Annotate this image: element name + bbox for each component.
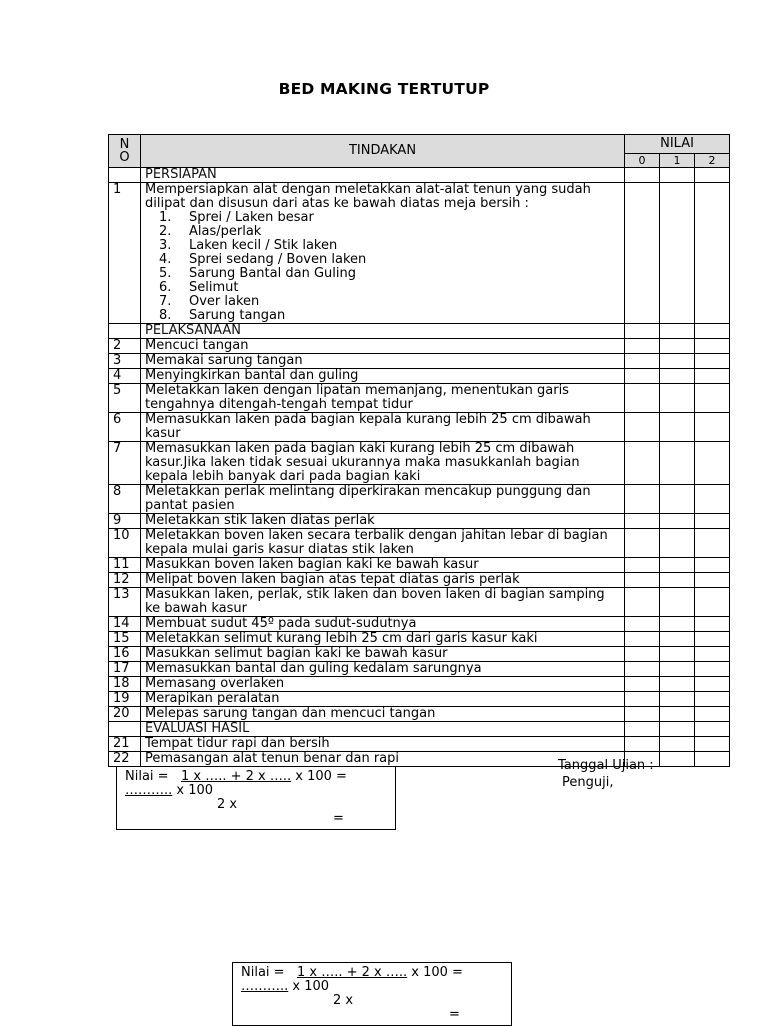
score-cell-2[interactable]: [695, 485, 730, 514]
table-row: [109, 632, 730, 647]
score-cell-1[interactable]: [660, 662, 695, 677]
score-cell-2[interactable]: [695, 722, 730, 737]
nilai-column-header: NILAI: [625, 135, 730, 154]
list-item-label: Sarung tangan: [189, 308, 286, 323]
action-text: Mempersiapkan alat dengan meletakkan alat-alat tenun yang sudah dilipat dan disusun dari atas ke bawah diatas meja bersih :: [145, 182, 591, 211]
score-cell-0[interactable]: [625, 677, 660, 692]
row-number: 1: [109, 183, 141, 324]
score-cell-1[interactable]: [660, 324, 695, 339]
table-row: [109, 588, 730, 617]
list-item-label: Sprei / Laken besar: [189, 210, 314, 225]
action-text: Meletakkan boven laken secara terbalik dengan jahitan lebar di bagian kepala mulai garis kasur diatas stik laken: [141, 529, 625, 558]
action-text: Memasukkan laken pada bagian kaki kurang lebih 25 cm dibawah kasur.Jika laken tidak sesuai ukurannya maka masukkanlah bagian kepala lebih banyak dari pada bagian kaki: [141, 442, 625, 485]
no-column-header: [109, 135, 141, 168]
score-cell-2[interactable]: [695, 413, 730, 442]
examiner-label: Penguji,: [562, 775, 614, 790]
table-row: [109, 647, 730, 662]
formula-numerator: 1 x ….. + 2 x …..: [180, 769, 292, 784]
action-text: Memasukkan bantal dan guling kedalam sarungnya: [141, 662, 625, 677]
row-number: 8: [109, 485, 141, 514]
score-cell-2[interactable]: [695, 662, 730, 677]
score-cell-1[interactable]: [660, 692, 695, 707]
score-cell-2[interactable]: [695, 324, 730, 339]
section-persiapan: [109, 168, 730, 183]
formula-times100: x 100 =: [295, 769, 347, 784]
table-row: [109, 183, 730, 324]
action-text: Masukkan laken, perlak, stik laken dan boven laken di bagian samping ke bawah kasur: [141, 588, 625, 617]
row-number: 2: [109, 339, 141, 354]
score-cell-0[interactable]: [625, 692, 660, 707]
action-text: Memasukkan laken pada bagian kepala kurang lebih 25 cm dibawah kasur: [141, 413, 625, 442]
score-cell-2[interactable]: [695, 558, 730, 573]
action-text: Melepas sarung tangan dan mencuci tangan: [141, 707, 625, 722]
score-header-1: 1: [660, 154, 695, 168]
table-row: [109, 737, 730, 752]
score-cell-1[interactable]: [660, 707, 695, 722]
action-text: Tempat tidur rapi dan bersih: [141, 737, 625, 752]
row-number: 14: [109, 617, 141, 632]
score-cell-0[interactable]: [625, 168, 660, 183]
action-text: Membuat sudut 45º pada sudut-sudutnya: [141, 617, 625, 632]
row-number: 17: [109, 662, 141, 677]
action-text: Meletakkan selimut kurang lebih 25 cm dari garis kasur kaki: [141, 632, 625, 647]
row-number: 22: [109, 752, 141, 767]
exam-date-label: Tanggal Ujian :: [558, 758, 654, 773]
list-item-label: Sprei sedang / Boven laken: [189, 252, 367, 267]
list-item-number: 7.: [159, 294, 172, 309]
score-cell-1[interactable]: [660, 384, 695, 413]
list-item-label: Laken kecil / Stik laken: [189, 238, 338, 253]
score-cell-2[interactable]: [695, 384, 730, 413]
score-cell-1[interactable]: [660, 529, 695, 558]
score-cell-2[interactable]: [695, 354, 730, 369]
list-item-label: Selimut: [189, 280, 239, 295]
score-cell-0[interactable]: [625, 354, 660, 369]
score-cell-1[interactable]: [660, 573, 695, 588]
row-number: [109, 722, 141, 737]
score-cell-1[interactable]: [660, 413, 695, 442]
table-row: [109, 369, 730, 384]
table-row: [109, 692, 730, 707]
score-cell-2[interactable]: [695, 168, 730, 183]
score-cell-0[interactable]: [625, 529, 660, 558]
score-cell-0[interactable]: [625, 647, 660, 662]
list-item-number: 5.: [159, 266, 172, 281]
list-item-label: Over laken: [189, 294, 260, 309]
row-number: 6: [109, 413, 141, 442]
action-cell: [141, 183, 625, 324]
score-cell-2[interactable]: [695, 529, 730, 558]
action-text: Memakai sarung tangan: [141, 354, 625, 369]
action-text: Masukkan selimut bagian kaki ke bawah kasur: [141, 647, 625, 662]
table-row: [109, 573, 730, 588]
action-text: Masukkan boven laken bagian kaki ke bawah kasur: [141, 558, 625, 573]
list-item: [159, 239, 620, 253]
list-item-label: Alas/perlak: [189, 224, 262, 239]
score-cell-1[interactable]: [660, 677, 695, 692]
score-cell-2[interactable]: [695, 737, 730, 752]
formula-prefix: Nilai =: [241, 965, 285, 980]
list-item-number: 3.: [159, 238, 172, 253]
table-row: [109, 558, 730, 573]
formula-line-1: [241, 966, 463, 980]
score-cell-2[interactable]: [695, 677, 730, 692]
table-row: [109, 442, 730, 485]
list-item-number: 2.: [159, 224, 172, 239]
no-header-line2: O: [119, 150, 130, 165]
row-number: 20: [109, 707, 141, 722]
table-row: [109, 707, 730, 722]
list-item: [159, 253, 620, 267]
score-cell-0[interactable]: [625, 707, 660, 722]
row-number: 12: [109, 573, 141, 588]
row-number: [109, 168, 141, 183]
action-text: Mencuci tangan: [141, 339, 625, 354]
row-number: 7: [109, 442, 141, 485]
formula-numerator: 1 x ….. + 2 x …..: [296, 965, 408, 980]
score-cell-1[interactable]: [660, 442, 695, 485]
action-text: Merapikan peralatan: [141, 692, 625, 707]
formula-prefix: Nilai =: [125, 769, 169, 784]
score-cell-0[interactable]: [625, 485, 660, 514]
score-formula-box-repeat: [232, 962, 512, 1026]
score-cell-0[interactable]: [625, 369, 660, 384]
row-number: 18: [109, 677, 141, 692]
score-cell-1[interactable]: [660, 752, 695, 767]
table-row: [109, 677, 730, 692]
score-cell-1[interactable]: [660, 588, 695, 617]
table-row: [109, 662, 730, 677]
score-cell-1[interactable]: [660, 369, 695, 384]
score-cell-0[interactable]: [625, 632, 660, 647]
formula-times100b: x 100: [292, 979, 330, 994]
section-evaluasi: [109, 722, 730, 737]
score-cell-2[interactable]: [695, 339, 730, 354]
formula-dots: ………..: [241, 979, 289, 994]
row-number: 21: [109, 737, 141, 752]
table-row: [109, 514, 730, 529]
formula-line-1: [125, 770, 347, 784]
row-number: 9: [109, 514, 141, 529]
row-number: 15: [109, 632, 141, 647]
list-item-number: 4.: [159, 252, 172, 267]
score-cell-0[interactable]: [625, 617, 660, 632]
formula-equals: =: [449, 1007, 460, 1022]
score-cell-2[interactable]: [695, 707, 730, 722]
score-cell-2[interactable]: [695, 183, 730, 324]
formula-denominator: 2 x: [333, 993, 354, 1008]
action-text: Pemasangan alat tenun benar dan rapi: [141, 752, 625, 767]
score-cell-0[interactable]: [625, 573, 660, 588]
score-cell-0[interactable]: [625, 558, 660, 573]
formula-line-2: [241, 980, 329, 994]
score-cell-0[interactable]: [625, 662, 660, 677]
action-text: Memasang overlaken: [141, 677, 625, 692]
formula-line-2: [125, 784, 213, 798]
score-cell-2[interactable]: [695, 617, 730, 632]
formula-equals: =: [333, 811, 344, 826]
score-cell-0[interactable]: [625, 339, 660, 354]
row-number: 16: [109, 647, 141, 662]
section-label: PERSIAPAN: [141, 168, 625, 183]
action-text: Meletakkan perlak melintang diperkirakan mencakup punggung dan pantat pasien: [141, 485, 625, 514]
formula-dots: ………..: [125, 783, 173, 798]
list-item-label: Sarung Bantal dan Guling: [189, 266, 356, 281]
section-label: EVALUASI HASIL: [141, 722, 625, 737]
score-cell-1[interactable]: [660, 168, 695, 183]
formula-denominator: 2 x: [217, 797, 238, 812]
row-number: 5: [109, 384, 141, 413]
no-header-line1: N: [119, 137, 130, 152]
score-cell-0[interactable]: [625, 442, 660, 485]
row-number: 10: [109, 529, 141, 558]
table-row: [109, 413, 730, 442]
score-cell-1[interactable]: [660, 485, 695, 514]
score-cell-2[interactable]: [695, 752, 730, 767]
score-formula-box: [116, 766, 396, 830]
score-cell-1[interactable]: [660, 354, 695, 369]
score-cell-0[interactable]: [625, 514, 660, 529]
section-pelaksanaan: [109, 324, 730, 339]
score-cell-0[interactable]: [625, 413, 660, 442]
action-text: Meletakkan stik laken diatas perlak: [141, 514, 625, 529]
score-cell-2[interactable]: [695, 573, 730, 588]
score-cell-0[interactable]: [625, 324, 660, 339]
row-number: 3: [109, 354, 141, 369]
list-item-number: 8.: [159, 308, 172, 323]
list-item: [159, 211, 620, 225]
score-cell-1[interactable]: [660, 514, 695, 529]
table-row: [109, 529, 730, 558]
row-number: 4: [109, 369, 141, 384]
formula-times100: x 100 =: [411, 965, 463, 980]
action-text: Melipat boven laken bagian atas tepat diatas garis perlak: [141, 573, 625, 588]
table-body: [109, 168, 730, 767]
score-cell-1[interactable]: [660, 183, 695, 324]
equipment-list: [145, 211, 620, 323]
score-cell-2[interactable]: [695, 442, 730, 485]
row-number: [109, 324, 141, 339]
formula-times100b: x 100: [176, 783, 214, 798]
score-cell-1[interactable]: [660, 617, 695, 632]
score-cell-2[interactable]: [695, 588, 730, 617]
section-label: PELAKSANAAN: [141, 324, 625, 339]
table-row: [109, 354, 730, 369]
table-row: [109, 384, 730, 413]
evaluation-table: [108, 134, 730, 767]
list-item: [159, 267, 620, 281]
score-cell-1[interactable]: [660, 632, 695, 647]
score-cell-1[interactable]: [660, 647, 695, 662]
score-cell-0[interactable]: [625, 588, 660, 617]
score-cell-2[interactable]: [695, 632, 730, 647]
score-cell-1[interactable]: [660, 737, 695, 752]
row-number: 19: [109, 692, 141, 707]
score-cell-2[interactable]: [695, 647, 730, 662]
list-item: [159, 225, 620, 239]
score-header-2: 2: [695, 154, 730, 168]
score-cell-2[interactable]: [695, 692, 730, 707]
row-number: 13: [109, 588, 141, 617]
table-row: [109, 617, 730, 632]
document-title: BED MAKING TERTUTUP: [278, 80, 490, 98]
score-cell-1[interactable]: [660, 722, 695, 737]
list-item: [159, 309, 620, 323]
score-cell-2[interactable]: [695, 514, 730, 529]
score-cell-2[interactable]: [695, 369, 730, 384]
score-cell-0[interactable]: [625, 384, 660, 413]
tindakan-column-header: TINDAKAN: [141, 135, 625, 168]
score-cell-0[interactable]: [625, 737, 660, 752]
action-text: Meletakkan laken dengan lipatan memanjang, menentukan garis tengahnya ditengah-tengah tempat tidur: [141, 384, 625, 413]
score-cell-1[interactable]: [660, 339, 695, 354]
score-cell-0[interactable]: [625, 183, 660, 324]
score-cell-0[interactable]: [625, 722, 660, 737]
score-cell-1[interactable]: [660, 558, 695, 573]
list-item-number: 1.: [159, 210, 172, 225]
table-row: [109, 485, 730, 514]
list-item: [159, 281, 620, 295]
action-text: Menyingkirkan bantal dan guling: [141, 369, 625, 384]
row-number: 11: [109, 558, 141, 573]
list-item: [159, 295, 620, 309]
list-item-number: 6.: [159, 280, 172, 295]
table-row: [109, 339, 730, 354]
score-header-0: 0: [625, 154, 660, 168]
